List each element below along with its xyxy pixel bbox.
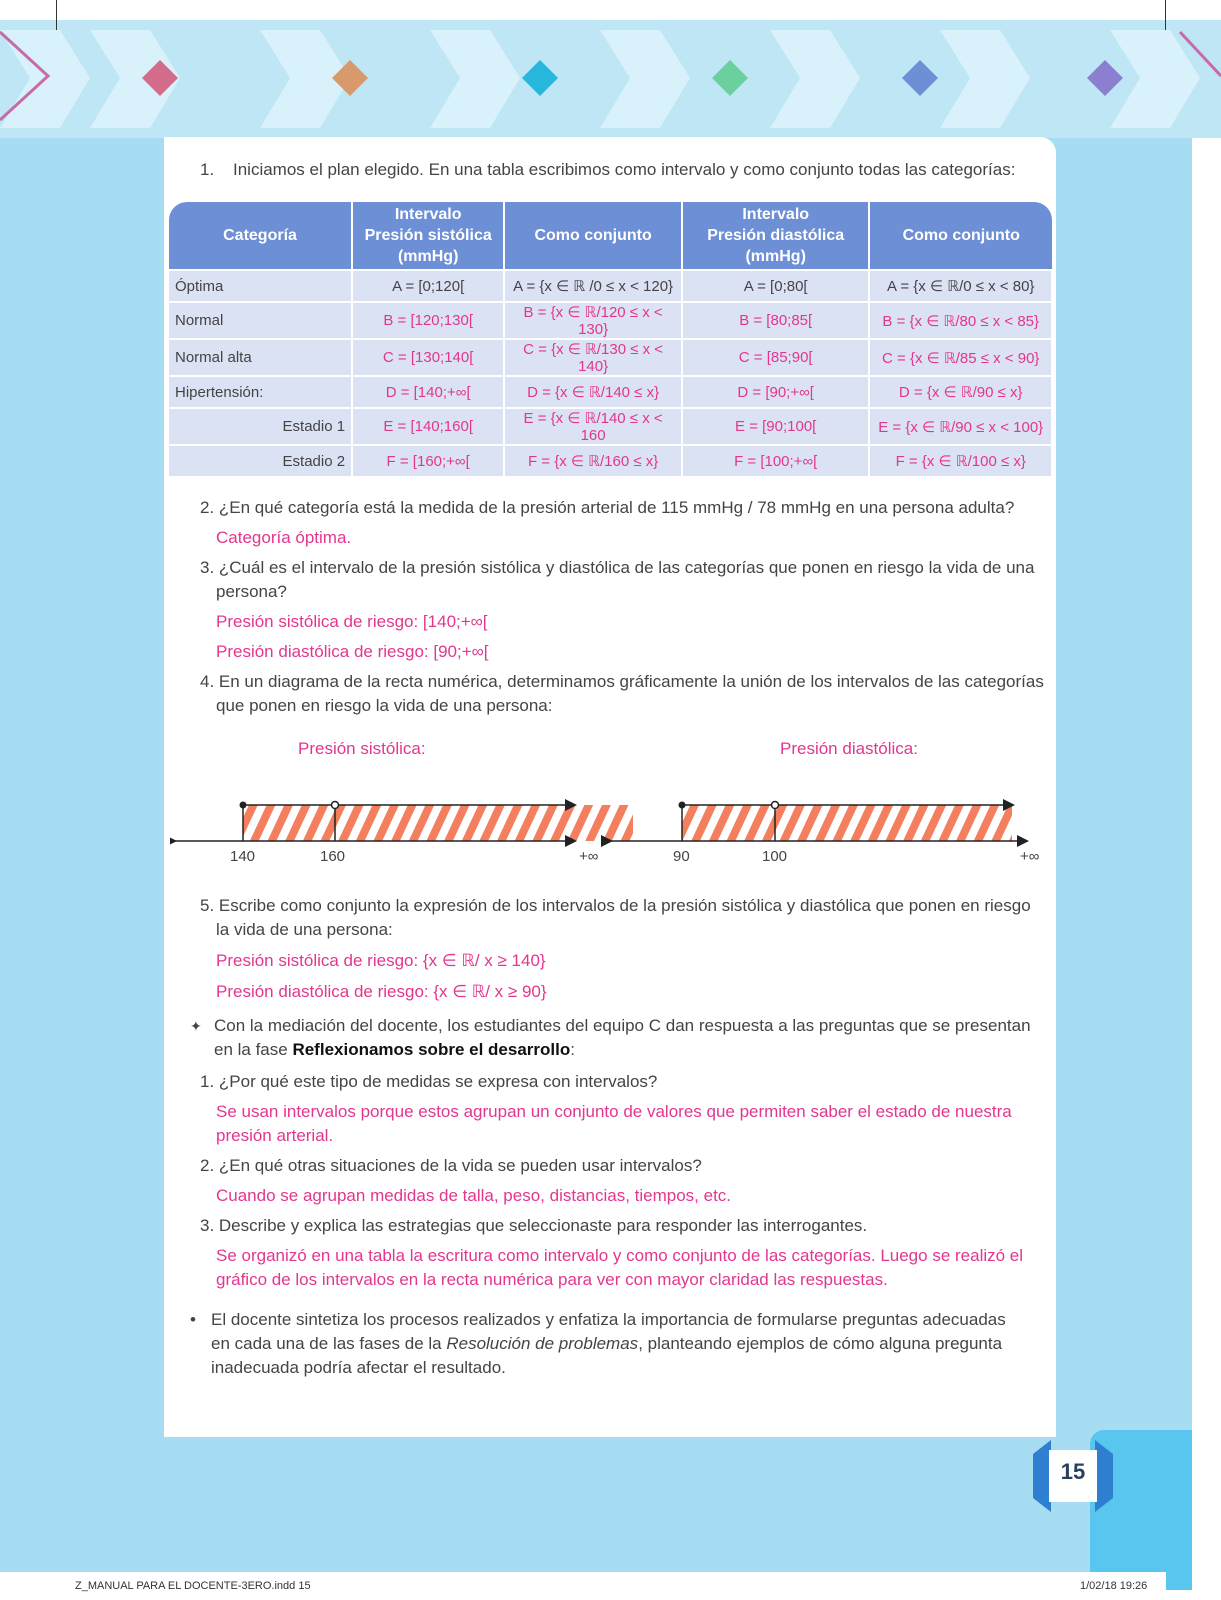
table-cell: Estadio 2 bbox=[169, 445, 352, 476]
mediation-phase-name: Reflexionamos sobre el desarrollo bbox=[292, 1040, 571, 1059]
q5-answer-2: Presión diastólica de riesgo: {x ∈ ℝ/ x ≥ 90} bbox=[216, 982, 547, 1001]
q4-text-line1: 4. En un diagrama de la recta numérica, determinamos gráficamente la unión de los intervalos de las categorías bbox=[200, 672, 1044, 691]
sistolica-label-infinity: +∞ bbox=[579, 848, 599, 865]
table-cell: B = {x ∈ ℝ/80 ≤ x < 85} bbox=[869, 302, 1052, 339]
r3-text: 3. Describe y explica las estrategias que seleccionaste para responder las interrogantes. bbox=[200, 1216, 868, 1235]
q5-text-line2: la vida de una persona: bbox=[216, 920, 393, 939]
header-conjunto-diastolica: Como conjunto bbox=[869, 202, 1052, 270]
crop-mark bbox=[1165, 0, 1166, 30]
r3-answer-line2: gráfico de los intervalos en la recta numérica para ver con mayor claridad las respuestas. bbox=[216, 1270, 888, 1289]
header-intervalo-sistolica: Intervalo Presión sistólica (mmHg) bbox=[352, 202, 504, 270]
table-row bbox=[169, 339, 1052, 376]
closing-line3: inadecuada podría afectar el resultado. bbox=[211, 1358, 506, 1377]
closing-line2-pre: en cada una de las fases de la bbox=[211, 1334, 447, 1353]
table-cell: A = [0;120[ bbox=[352, 270, 504, 302]
q1-text: Iniciamos el plan elegido. En una tabla escribimos como intervalo y como conjunto todas las categorías: bbox=[233, 160, 1016, 179]
table-row bbox=[169, 376, 1052, 408]
table-cell: B = {x ∈ ℝ/120 ≤ x < 130} bbox=[504, 302, 682, 339]
diastolica-number-line bbox=[610, 802, 1026, 842]
q3-answer-2: Presión diastólica de riesgo: [90;+∞[ bbox=[216, 642, 489, 661]
header-categoria: Categoría bbox=[169, 202, 352, 270]
r3-answer-line1: Se organizó en una tabla la escritura como intervalo y como conjunto de las categorías. Luego se realizó el bbox=[216, 1246, 1024, 1265]
header-intervalo-diastolica: Intervalo Presión diastólica (mmHg) bbox=[682, 202, 870, 270]
sistolica-label-160: 160 bbox=[320, 848, 346, 865]
decorative-banner bbox=[0, 20, 1221, 138]
mediation-line1: Con la mediación del docente, los estudiantes del equipo C dan respuesta a las preguntas que se presentan bbox=[214, 1016, 1031, 1035]
table-cell: C = {x ∈ ℝ/130 ≤ x < 140} bbox=[504, 339, 682, 376]
table-row bbox=[169, 302, 1052, 339]
table-cell: B = [80;85[ bbox=[682, 302, 870, 339]
q1-number: 1. bbox=[200, 160, 215, 179]
q4-text-line2: que ponen en riesgo la vida de una persona: bbox=[216, 696, 553, 715]
closing-line2 bbox=[211, 1332, 1002, 1356]
table-cell: Óptima bbox=[169, 270, 352, 302]
page-number: 15 bbox=[1060, 1459, 1086, 1484]
r2-answer: Cuando se agrupan medidas de talla, peso, distancias, tiempos, etc. bbox=[216, 1186, 732, 1205]
mediation-line2-pre: en la fase bbox=[214, 1040, 293, 1059]
mediation-line2 bbox=[214, 1038, 575, 1062]
table-cell: Normal bbox=[169, 302, 352, 339]
table-cell: F = [100;+∞[ bbox=[682, 445, 870, 476]
closing-line1: El docente sintetiza los procesos realizados y enfatiza la importancia de formularse preguntas adecuadas bbox=[211, 1310, 1006, 1329]
table-cell: D = [140;+∞[ bbox=[352, 376, 504, 408]
sistolica-number-line bbox=[174, 802, 633, 842]
header-conjunto-sistolica: Como conjunto bbox=[504, 202, 682, 270]
table-cell: A = [0;80[ bbox=[682, 270, 870, 302]
table-cell: C = [130;140[ bbox=[352, 339, 504, 376]
table-cell: Normal alta bbox=[169, 339, 352, 376]
footer-date: 1/02/18 19:26 bbox=[1080, 1580, 1148, 1592]
q2-text: 2. ¿En qué categoría está la medida de la presión arterial de 115 mmHg / 78 mmHg en una persona adulta? bbox=[200, 498, 1015, 517]
table-cell: C = {x ∈ ℝ/85 ≤ x < 90} bbox=[869, 339, 1052, 376]
table-cell: E = [90;100[ bbox=[682, 408, 870, 445]
categories-table bbox=[169, 202, 1053, 476]
table-cell: A = {x ∈ ℝ/0 ≤ x < 80} bbox=[869, 270, 1052, 302]
table-cell: D = {x ∈ ℝ/90 ≤ x} bbox=[869, 376, 1052, 408]
table-row bbox=[169, 445, 1052, 476]
closing-italic-term: Resolución de problemas bbox=[446, 1334, 639, 1353]
table-cell: F = {x ∈ ℝ/100 ≤ x} bbox=[869, 445, 1052, 476]
crop-mark bbox=[56, 0, 57, 30]
table-cell: A = {x ∈ ℝ /0 ≤ x < 120} bbox=[504, 270, 682, 302]
diastolica-label-infinity: +∞ bbox=[1020, 848, 1040, 865]
footer-file: Z_MANUAL PARA EL DOCENTE-3ERO.indd 15 bbox=[75, 1580, 311, 1592]
table-cell: C = [85;90[ bbox=[682, 339, 870, 376]
r2-text: 2. ¿En qué otras situaciones de la vida se pueden usar intervalos? bbox=[200, 1156, 702, 1175]
table-row bbox=[169, 408, 1052, 445]
diagram-sistolica-title: Presión sistólica: bbox=[298, 739, 426, 758]
table-row bbox=[169, 270, 1052, 302]
q2-answer: Categoría óptima. bbox=[216, 528, 352, 547]
diastolica-label-90: 90 bbox=[673, 848, 690, 865]
table-cell: B = [120;130[ bbox=[352, 302, 504, 339]
r1-answer-line2: presión arterial. bbox=[216, 1126, 334, 1145]
table-cell: Estadio 1 bbox=[169, 408, 352, 445]
table-header-row bbox=[169, 202, 1052, 270]
table-cell: E = [140;160[ bbox=[352, 408, 504, 445]
table-cell: Hipertensión: bbox=[169, 376, 352, 408]
diastolica-label-100: 100 bbox=[762, 848, 788, 865]
closing-line2-post: , planteando ejemplos de cómo alguna pregunta bbox=[638, 1334, 1003, 1353]
table-cell: F = [160;+∞[ bbox=[352, 445, 504, 476]
table-cell: E = {x ∈ ℝ/90 ≤ x < 100} bbox=[869, 408, 1052, 445]
r1-text: 1. ¿Por qué este tipo de medidas se expresa con intervalos? bbox=[200, 1072, 658, 1091]
closing-bullet: • bbox=[190, 1310, 196, 1329]
r1-answer-line1: Se usan intervalos porque estos agrupan un conjunto de valores que permiten saber el estado de nuestra bbox=[216, 1102, 1012, 1121]
number-line-diagrams bbox=[170, 785, 1050, 865]
q3-text-line2: persona? bbox=[216, 582, 287, 601]
q5-answer-1: Presión sistólica de riesgo: {x ∈ ℝ/ x ≥ 140} bbox=[216, 951, 546, 970]
q5-text-line1: 5. Escribe como conjunto la expresión de los intervalos de la presión sistólica y diastólica que ponen en riesgo bbox=[200, 896, 1031, 915]
q3-answer-1: Presión sistólica de riesgo: [140;+∞[ bbox=[216, 612, 488, 631]
diagram-diastolica-title: Presión diastólica: bbox=[780, 739, 918, 758]
table-cell: D = {x ∈ ℝ/140 ≤ x} bbox=[504, 376, 682, 408]
q3-text-line1: 3. ¿Cuál es el intervalo de la presión sistólica y diastólica de las categorías que ponen en riesgo la vida de una bbox=[200, 558, 1035, 577]
table-cell: F = {x ∈ ℝ/160 ≤ x} bbox=[504, 445, 682, 476]
sistolica-label-140: 140 bbox=[230, 848, 256, 865]
sparkle-bullet-icon: ✦ bbox=[190, 1018, 202, 1034]
table-cell: D = [90;+∞[ bbox=[682, 376, 870, 408]
table-cell: E = {x ∈ ℝ/140 ≤ x < 160 bbox=[504, 408, 682, 445]
mediation-line2-post: : bbox=[570, 1040, 575, 1059]
